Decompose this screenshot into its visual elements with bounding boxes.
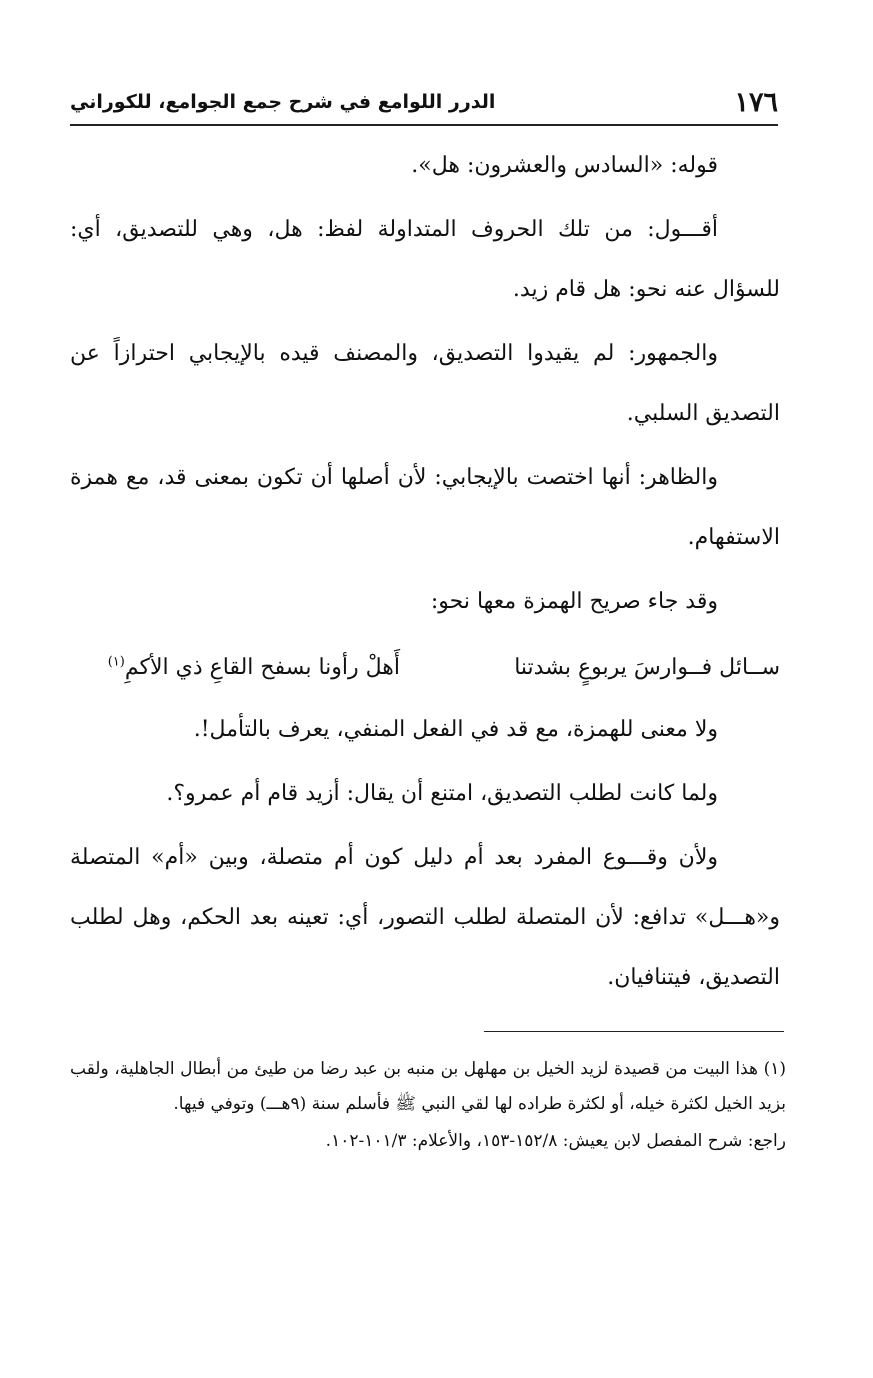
footnote-1: (١) هذا البيت من قصيدة لزيد الخيل بن مهلهل بن منبه بن عبد رضا من طيئ من أبطال الجاهلية، ولقب بزيد الخيل لكثرة خيله، أو لكثرة طراده لها لقي النبي ﷺ فأسلم سنة (٩هـــ) وتوفي فيها.	[70, 1059, 786, 1114]
paragraph-6: ولا معنى للهمزة، مع قد في الفعل المنفي، يعرف بالتأمل!.	[193, 717, 718, 742]
paragraph-1: قوله: «السادس والعشرون: هل».	[411, 153, 718, 178]
verse-second-hemistich-text: أَهلْ رأونا بسفح القاعِ ذي الأكمِ	[124, 655, 400, 680]
footnote-references: راجع: شرح المفصل لابن يعيش: ١٥٢/٨-١٥٣، والأعلام: ١٠١/٣-١٠٢.	[325, 1131, 786, 1151]
page-number: ١٧٦	[734, 86, 778, 118]
poetry-verse	[70, 636, 780, 700]
paragraph-8: ولأن وقـــوع المفرد بعد أم دليل كون أم متصلة، وبين «أم» المتصلة و«هـــل» تدافع: لأن المتصلة لطلب التصور، أي: تعينه بعد الحكم، وهل لطلب التصديق، فيتنافيان.	[70, 845, 780, 990]
verse-second-hemistich	[108, 636, 400, 700]
paragraph-2: أقـــول: من تلك الحروف المتداولة لفظ: هل، وهي للتصديق، أي: للسؤال عنه نحو: هل قام زيد.	[70, 217, 780, 302]
running-title: الدرر اللوامع في شرح جمع الجوامع، للكوراني	[70, 91, 496, 113]
page-header	[70, 84, 778, 120]
paragraph-7: ولما كانت لطلب التصديق، امتنع أن يقال: أزيد قام أم عمرو؟.	[166, 781, 718, 806]
paragraph-4: والظاهر: أنها اختصت بالإيجابي: لأن أصلها أن تكون بمعنى قد، مع همزة الاستفهام.	[70, 465, 780, 550]
paragraph-5: وقد جاء صريح الهمزة معها نحو:	[430, 589, 718, 614]
paragraph-3: والجمهور: لم يقيدوا التصديق، والمصنف قيده بالإيجابي احترازاً عن التصديق السلبي.	[70, 341, 780, 426]
header-rule	[70, 124, 778, 126]
footnotes	[70, 1052, 786, 1159]
footnote-separator	[484, 1031, 784, 1032]
main-text	[70, 136, 780, 1012]
footnote-marker: (١)	[107, 654, 125, 670]
verse-first-hemistich: ســائل فــوارسَ يربوعٍ بشدتنا	[514, 655, 780, 680]
